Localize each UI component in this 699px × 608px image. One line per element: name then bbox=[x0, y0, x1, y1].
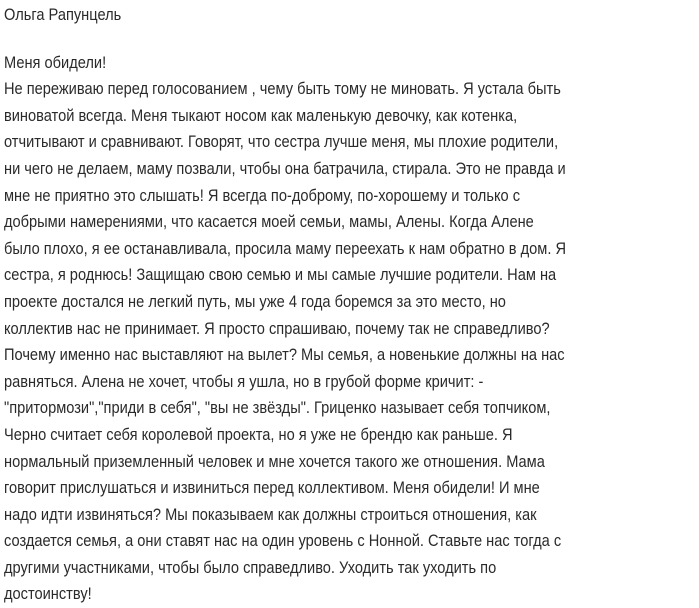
body-line: другими участниками, чтобы было справедливо. Уходить так уходить по bbox=[4, 557, 497, 577]
document bbox=[4, 2, 566, 608]
body-line: создается семья, а они ставят нас на один уровень с Нонной. Ставьте нас тогда с bbox=[4, 531, 562, 551]
body-line: было плохо, я ее останавливала, просила маму переехать к нам обратно в дом. Я bbox=[4, 238, 567, 258]
body-line: Черно считает себя королевой проекта, но я уже не брендю как раньше. Я bbox=[4, 424, 513, 444]
body-line: ни чего не делаем, маму позвали, чтобы она батрачила, стирала. Это не правда и bbox=[4, 158, 566, 178]
body-line: "притормози","приди в себя", "вы не звёзды". Гриценко называет себя топчиком, bbox=[4, 398, 551, 418]
author-name: Ольга Рапунцель bbox=[4, 5, 122, 24]
body-line: нормальный приземленный человек и мне хочется такого же отношения. Мама bbox=[4, 451, 545, 471]
body-line: достоинству! bbox=[4, 584, 92, 604]
body-line: надо идти извиняться? Мы показываем как должны строиться отношения, как bbox=[4, 504, 537, 524]
body-line: добрыми намерениями, что касается моей семьи, мамы, Алены. Когда Алене bbox=[4, 212, 534, 232]
post-body bbox=[4, 76, 566, 608]
body-line: говорит прислушаться и извиниться перед коллективом. Меня обидели! И мне bbox=[4, 478, 540, 498]
body-line: проекте достался не легкий путь, мы уже 4 года боремся за это место, но bbox=[4, 291, 506, 311]
body-line: сестра, я роднюсь! Защищаю свою семью и мы самые лучшие родители. Нам на bbox=[4, 265, 557, 285]
spacer bbox=[4, 29, 566, 50]
post-title: Меня обидели! bbox=[4, 52, 107, 72]
body-line: Почему именно нас выставляют на вылет? Мы семья, а новенькие должны на нас bbox=[4, 345, 565, 365]
body-line: отчитывают и сравнивают. Говорят, что сестра лучше меня, мы плохие родители, bbox=[4, 132, 559, 152]
body-line: равняться. Алена не хочет, чтобы я ушла, но в грубой форме кричит: - bbox=[4, 371, 484, 391]
body-line: виноватой всегда. Меня тыкают носом как маленькую девочку, как котенка, bbox=[4, 105, 518, 125]
body-line: мне не приятно это слышать! Я всегда по-доброму, по-хорошему и только с bbox=[4, 185, 521, 205]
body-line: коллектив нас не принимает. Я просто спрашиваю, почему так не справедливо? bbox=[4, 318, 550, 338]
body-line: Не переживаю перед голосованием , чему быть тому не миновать. Я устала быть bbox=[4, 79, 561, 99]
